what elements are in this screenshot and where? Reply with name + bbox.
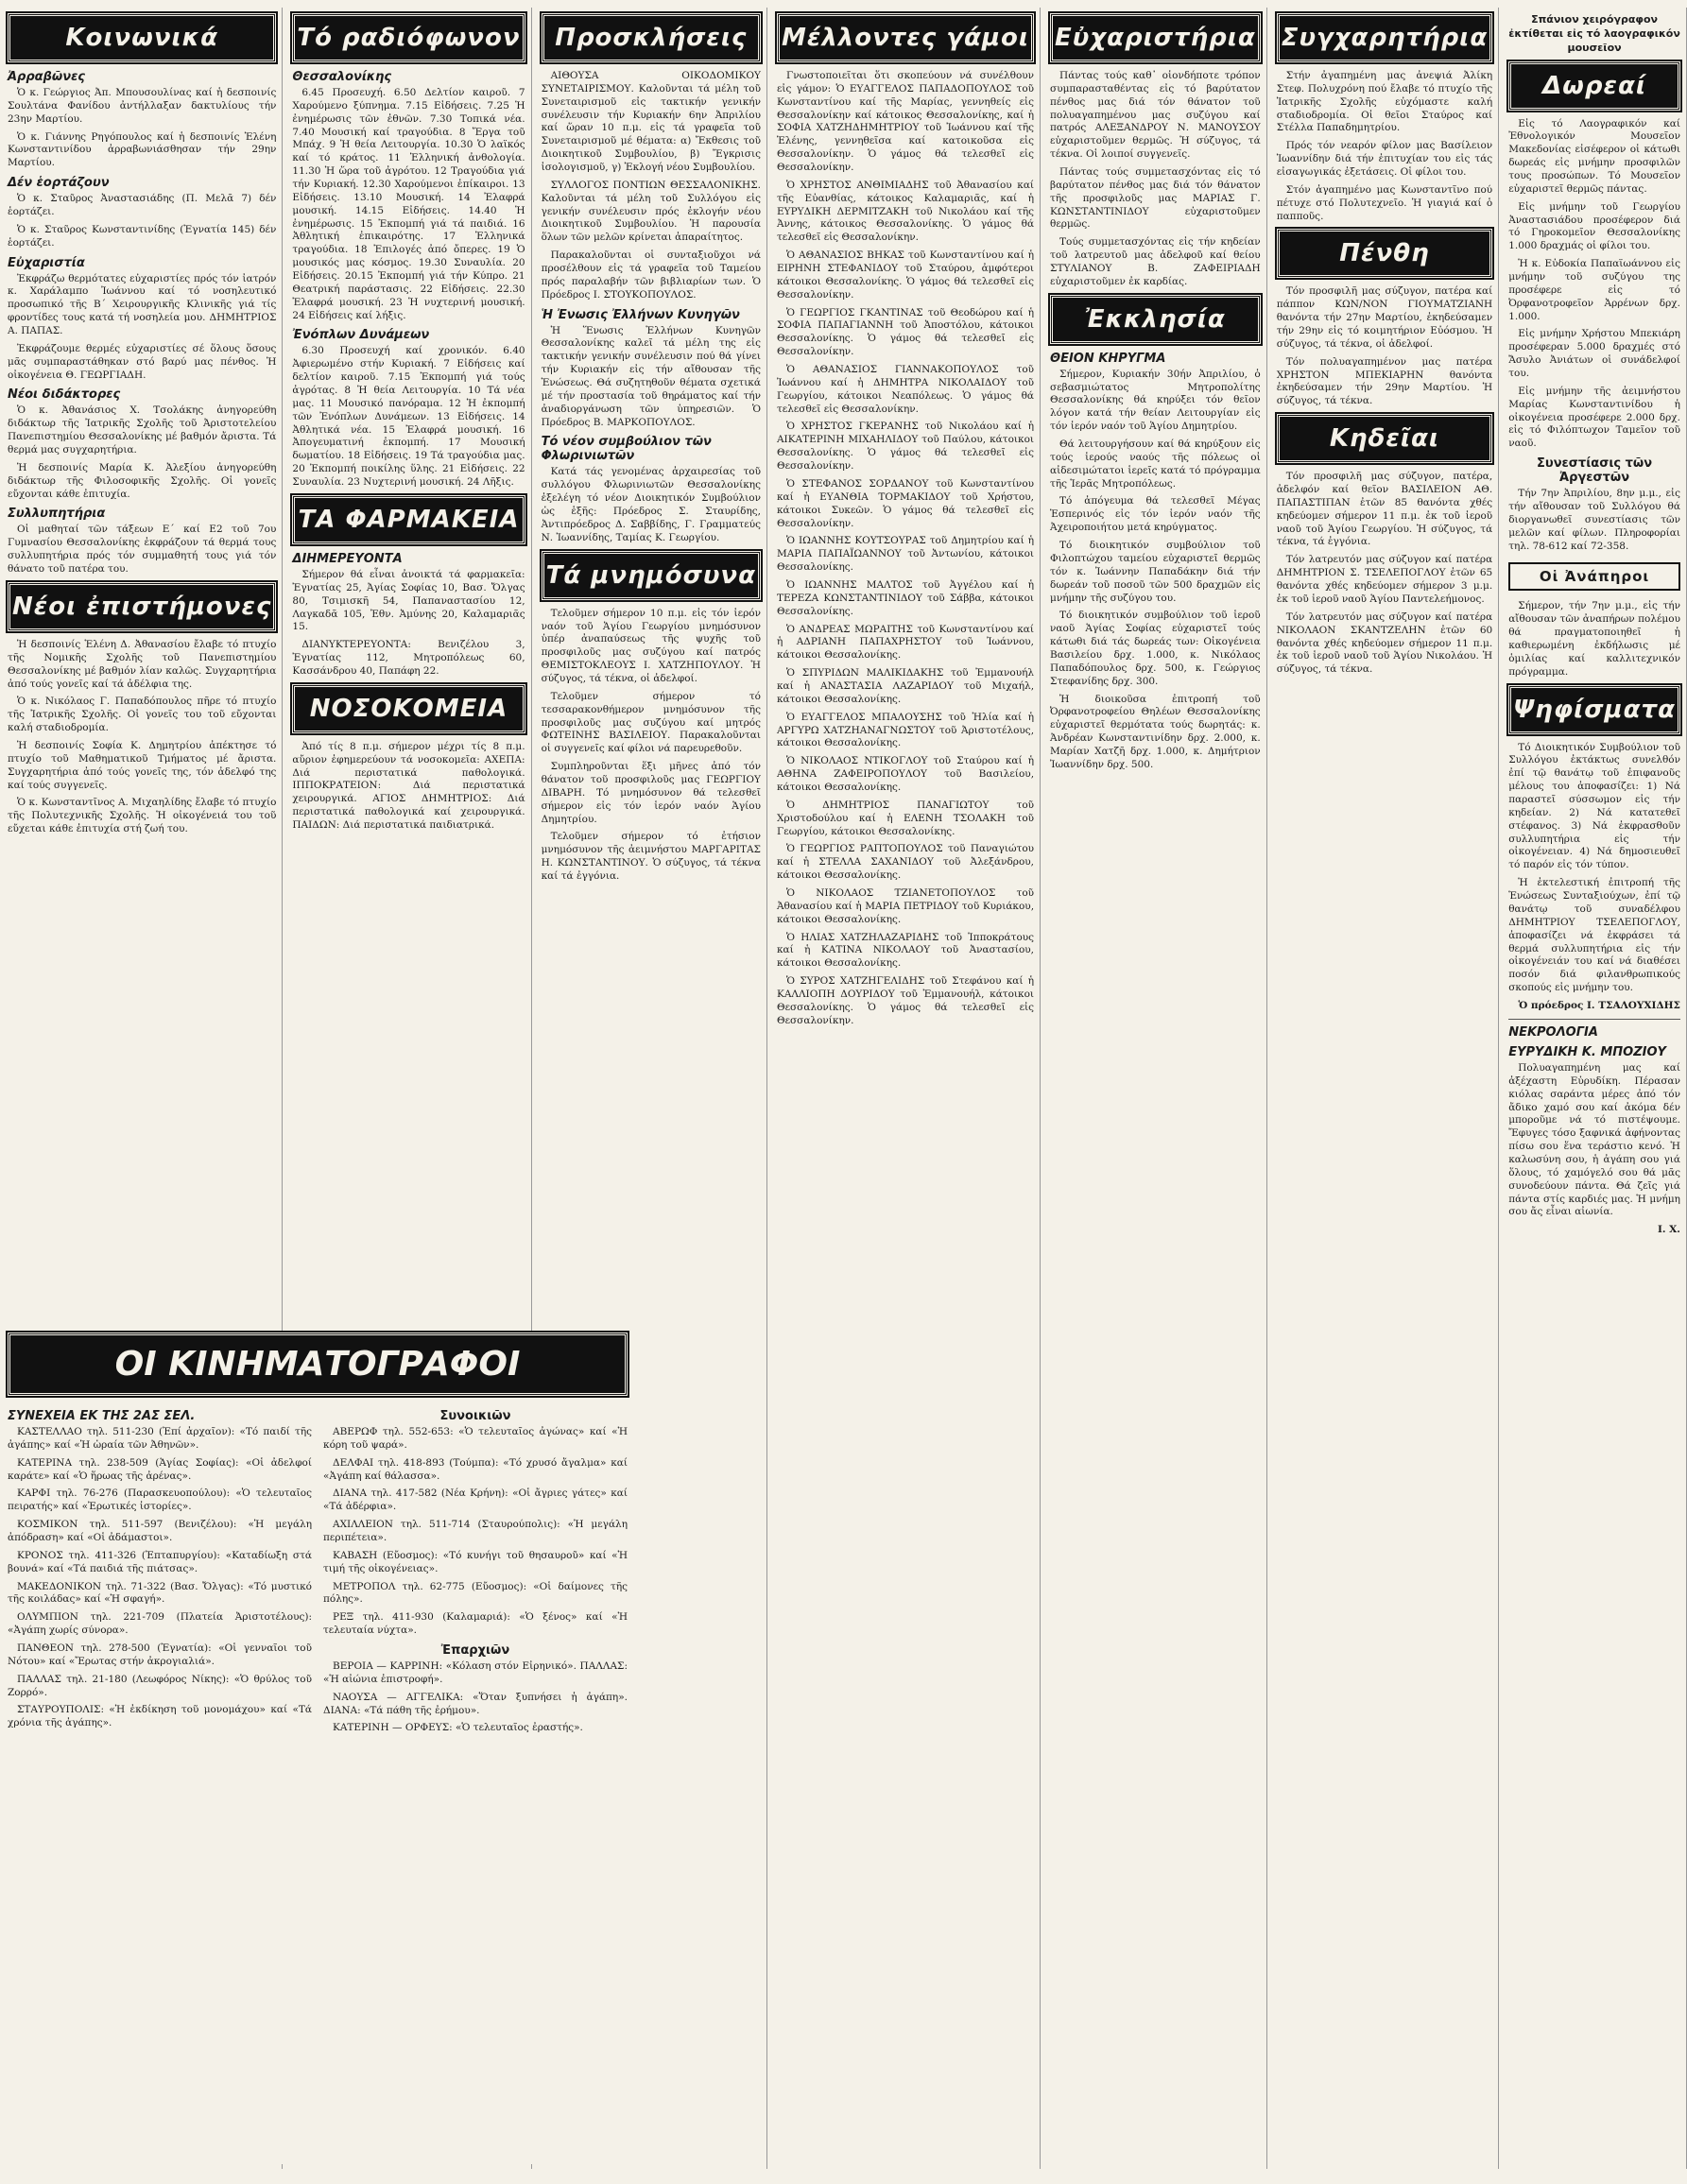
notice-paragraph: Ὁ ΓΕΩΡΓΙΟΣ ΡΑΠΤΟΠΟΥΛΟΣ τοῦ Παναγιώτου καί ἡ ΣΤΕΛΛΑ ΣΑΧΑΝΙΔΟΥ τοῦ Ἀλεξάνδρου, κάτοικοι Θεσσαλονίκης. — [776, 843, 1035, 882]
column-6 — [1277, 8, 1500, 2169]
notice-paragraph: Πρός τόν νεαρόν φίλον μας Βασίλειον Ἰωαννίδην διά τήν ἐπιτυχίαν του εἰς τάς εἰσαγωγικάς ἐξετάσεις. Οἱ φίλοι του. — [1276, 140, 1493, 179]
notice-paragraph: Τελοῦμεν σήμερον 10 π.μ. εἰς τόν ἱερόν ναόν τοῦ Ἁγίου Γεωργίου μνημόσυνον ὑπέρ ἀναπαύσεως τῆς ψυχῆς τοῦ προσφιλοῦς μας συζύγου καί πατρός ΘΕΜΙΣΤΟΚΛΕΟΥΣ Ι. ΧΑΤΖΗΠΟΥΛΟΥ. Ἡ σύζυγος, τά τέκνα, οἱ ἀδελφοί. — [541, 607, 761, 684]
notice-paragraph: Σήμερον θά εἶναι ἀνοικτά τά φαρμακεῖα: Ἐγνατίας 25, Ἀγίας Σοφίας 10, Βασ. Ὄλγας 80, Τσιμισκῆ 54, Παπαναστασίου 12, Λαγκαδᾶ 105, Ἐθν. Ἀμύνης 20, Καλαμαριᾶς 15. — [292, 568, 525, 633]
notice-paragraph: Στήν ἀγαπημένη μας ἀνεψιά Ἀλίκη Στεφ. Πολυχρόνη πού ἔλαβε τό πτυχίο τῆς Ἰατρικῆς Σχολῆς εὐχόμαστε καλή σταδιοδρομία. Οἱ θεῖοι Σταύρος καί Στέλλα Παπαδημητρίου. — [1276, 70, 1493, 134]
cinema-columns — [8, 1403, 628, 1740]
notice-paragraph: Πάντας τούς καθ᾿ οἱονδήποτε τρόπον συμπαρασταθέντας εἰς τό βαρύτατον πένθος μας διά τόν θάνατον τοῦ πολυαγαπημένου μας συζύγου καί πατρός ΑΛΕΞΑΝΔΡΟΥ Ν. ΜΑΝΟΥΣΟΥ εὐχαριστοῦμεν θερμῶς. Ἡ σύζυγος, τά τέκνα. Οἱ λοιποί συγγενεῖς. — [1050, 70, 1261, 161]
provinces-heading: Ἐπαρχιῶν — [440, 1643, 510, 1659]
notice-paragraph: Τόν προσφιλῆ μας σύζυγον, πατέρα καί πάππον ΚΩΝ/ΝΟΝ ΓΙΟΥΜΑΤΖΙΑΝΗ θανόντα τήν 27ην Μαρτίου, ἐκηδεύσαμεν τήν 29ην εἰς τό κοιμητήριον Εὐόσμου. Ἡ σύζυγος, τά τέκνα, οἱ ἀδελφοί. — [1276, 285, 1493, 350]
cinema-listing: ΚΑΤΕΡΙΝΑ τηλ. 238-509 (Ἁγίας Σοφίας): «Οἱ ἀδελφοί καράτε» καί «Ὁ ἥρωας τῆς ἀρένας». — [8, 1456, 312, 1482]
meeting-paragraph: Τήν 7ην Ἀπριλίου, 8ην μ.μ., εἰς τήν αἴθουσαν τοῦ Συλλόγου θά διοργανωθεῖ συνεστίασις τῶν μελῶν καί φίλων. Πληροφορίαι τηλ. 78-612 καί 72-358. — [1508, 488, 1680, 552]
cinema-listing: ΑΧΙΛΛΕΙΟΝ τηλ. 511-714 (Σταυρούπολις): «Ἡ μεγάλη περιπέτεια». — [323, 1519, 628, 1544]
cinema-listing: ΣΤΑΥΡΟΥΠΟΛΙΣ: «Ἡ ἐκδίκηση τοῦ μονομάχου» καί «Τά χρόνια τῆς ἀγάπης». — [8, 1704, 312, 1729]
notice-paragraph: Στόν ἀγαπημένο μας Κωνσταντῖνο πού πέτυχε στό Πολυτεχνεῖο. Ἡ γιαγιά καί ὁ παπποῦς. — [1276, 183, 1493, 222]
section-divider — [1508, 1019, 1680, 1020]
column-7 — [1508, 8, 1687, 2169]
notice-paragraph: Πάντας τούς συμμετασχόντας εἰς τό βαρύτατον πένθος μας διά τόν θάνατον τῆς προσφιλοῦς μας ΜΑΡΙΑΣ Γ. ΚΩΝΣΤΑΝΤΙΝΙΔΟΥ εὐχαριστοῦμεν θερμῶς. — [1050, 166, 1261, 231]
cinema-listing: ΡΕΞ τηλ. 411-930 (Καλαμαριά): «Ὁ ξένος» καί «Ἡ τελευταία νύχτα». — [323, 1611, 628, 1637]
section-banner: Ἐκκλησία — [1050, 295, 1261, 344]
cinema-listing: ΔΙΑΝΑ τηλ. 417-582 (Νέα Κρήνη): «Οἱ ἄγριες γάτες» καί «Τά ἀδέρφια». — [323, 1488, 628, 1513]
notice-paragraph: Τόν λατρευτόν μας σύζυγον καί πατέρα ΝΙΚΟΛΑΟΝ ΣΚΑΝΤΖΕΛΗΝ ἐτῶν 60 θανόντα χθές κηδεύομεν σήμερον 11 π.μ. ἐκ τοῦ ἱεροῦ ναοῦ τοῦ Ἁγίου Νικολάου. Ἡ σύζυγος, τά τέκνα. — [1276, 610, 1493, 676]
cinema-listing: ΚΑΡΦΙ τηλ. 76-276 (Παρασκευοπούλου): «Ὁ τελευταῖος πειρατής» καί «Ἐρωτικές ἱστορίες». — [8, 1488, 312, 1513]
section-subheading: Ἀρραβῶνες — [8, 70, 86, 84]
notice-paragraph: Ἡ Ἕνωσις Ἑλλήνων Κυνηγῶν Θεσσαλονίκης καλεῖ τά μέλη της εἰς τακτικήν γενικήν συνέλευσιν πού θά γίνει τήν Κυριακήν εἰς τήν αἴθουσαν τῆς Ἑνώσεως. Θά συζητηθοῦν θέματα σχετικά μέ τήν προστασία τοῦ θηράματος καί τήν ἀναδιοργάνωση τῶν ὑπηρεσιῶν. Ὁ Πρόεδρος Β. ΜΑΡΚΟΠΟΥΛΟΣ. — [541, 324, 761, 428]
invalids-heading: Οἱ Ἀνάπηροι — [1508, 562, 1680, 591]
section-subheading: Ἐνόπλων Δυνάμεων — [292, 328, 430, 343]
notice-paragraph: Ὁ ΣΥΡΟΣ ΧΑΤΖΗΓΕΛΙΔΗΣ τοῦ Στεφάνου καί ἡ ΚΑΛΛΙΟΠΗ ΔΟΥΡΙΔΟΥ τοῦ Ἐμμανουήλ, κάτοικοι Θεσσαλονίκης. Ὁ γάμος θά τελεσθεῖ εἰς Θεσσαλονίκην. — [776, 975, 1035, 1026]
notice-paragraph: Ὁ ΝΙΚΟΛΑΟΣ ΤΖΙΑΝΕΤΟΠΟΥΛΟΣ τοῦ Ἀθανασίου καί ἡ ΜΑΡΙΑ ΠΕΤΡΙΔΟΥ τοῦ Κυριάκου, κάτοικοι Θεσσαλονίκης. — [776, 886, 1035, 925]
cinema-listing: ΚΑΒΑΣΗ (Εὔοσμος): «Τό κυνήγι τοῦ θησαυροῦ» καί «Ἡ τιμή τῆς οἰκογένειας». — [323, 1549, 628, 1574]
notice-paragraph: Τούς συμμετασχόντας εἰς τήν κηδείαν τοῦ λατρευτοῦ μας ἀδελφοῦ καί θείου ΣΤΥΛΙΑΝΟΥ Β. ΖΑΦΕΙΡΙΑΔΗ εὐχαριστοῦμεν ἐκ καρδίας. — [1050, 236, 1261, 287]
notice-paragraph: Εἰς μνήμην Χρήστου Μπεκιάρη προσέφεραν 5.000 δραχμές στό Ἄσυλο Ἀνιάτων οἱ συνάδελφοί του. — [1508, 328, 1680, 379]
section-subheading: ΝΕΚΡΟΛΟΓΙΑ — [1508, 1024, 1598, 1040]
section-subheading: ΔΙΗΜΕΡΕΥΟΝΤΑ — [292, 551, 403, 566]
notice-paragraph: Ὁ κ. Ἀθανάσιος Χ. Τσολάκης ἀνηγορεύθη διδάκτωρ τῆς Ἰατρικῆς Σχολῆς τοῦ Ἀριστοτελείου Πανεπιστημίου Θεσσαλονίκης μέ βαθμόν ἄριστα. Τά θερμά μας συγχαρητήρια. — [8, 404, 277, 456]
notice-paragraph: Ὁ κ. Γεώργιος Ἀπ. Μπουσουλίνας καί ἡ δεσποινίς Σουλτάνα Φανίδου ἀντήλλαξαν δακτυλίους τήν 23ην Μαρτίου. — [8, 87, 277, 125]
notice-paragraph: Ὁ κ. Σταῦρος Ἀναστασιάδης (Π. Μελᾶ 7) δέν ἑορτάζει. — [8, 193, 277, 218]
obituary-signature: Ι. Χ. — [1657, 1224, 1680, 1236]
notice-paragraph: Τό διοικητικόν συμβούλιον τοῦ ἱεροῦ ναοῦ Ἁγίας Σοφίας εὐχαριστεῖ τούς κάτωθι διά τάς δωρεάς των: Οἰκογένεια Βασιλείου δρχ. 1.000, κ. Νικόλαος Παπαδόπουλος δρχ. 500, κ. Γεώργιος Στεφανίδης δρχ. 300. — [1050, 610, 1261, 687]
notice-paragraph: Ὁ ΕΥΑΓΓΕΛΟΣ ΜΠΑΛΟΥΣΗΣ τοῦ Ἠλία καί ἡ ΑΡΓΥΡΩ ΧΑΤΖΗΑΝΑΓΝΩΣΤΟΥ τοῦ Ἀριστοτέλους, κάτοικοι Θεσσαλονίκης. — [776, 711, 1035, 749]
notice-paragraph: Ὁ ΙΩΑΝΝΗΣ ΚΟΥΤΣΟΥΡΑΣ τοῦ Δημητρίου καί ἡ ΜΑΡΙΑ ΠΑΠΑΪΩΑΝΝΟΥ τοῦ Ἀντωνίου, κάτοικοι Θεσσαλονίκης. — [776, 535, 1035, 574]
notice-paragraph: Παρακαλοῦνται οἱ συνταξιοῦχοι νά προσέλθουν εἰς τά γραφεῖα τοῦ Ταμείου πρός παραλαβήν τῶν βιβλιαρίων των. Ὁ Πρόεδρος Ι. ΣΤΟΥΚΟΠΟΥΛΟΣ. — [541, 249, 761, 301]
section-subheading: Δέν ἑορτάζουν — [8, 176, 110, 191]
notice-paragraph: Τελοῦμεν σήμερον τό τεσσαρακονθήμερον μνημόσυνον τῆς προσφιλοῦς μας συζύγου καί μητρός ΦΩΤΕΙΝΗΣ ΒΑΣΙΛΕΙΟΥ. Παρακαλοῦνται οἱ συγγενεῖς καί φίλοι νά παρευρεθοῦν. — [541, 690, 761, 755]
notice-paragraph: Ἡ ἐκτελεστική ἐπιτροπή τῆς Ἑνώσεως Συνταξιούχων, ἐπί τῷ θανάτῳ τοῦ συναδέλφου ΔΗΜΗΤΡΙΟΥ ΤΣΕΛΕΠΟΓΛΟΥ, ἀποφασίζει νά ἐκφράσει τά θερμά συλλυπητήρια εἰς τήν οἰκογένειάν του καί νά διαθέσει ποσόν διά φιλανθρωπικούς σκοπούς εἰς μνήμην του. — [1508, 877, 1680, 994]
section-banner: ΝΟΣΟΚΟΜΕΙΑ — [292, 684, 525, 733]
notice-paragraph: Ὁ ΧΡΗΣΤΟΣ ΑΝΘΙΜΙΑΔΗΣ τοῦ Ἀθανασίου καί τῆς Εὐανθίας, κάτοικος Καλαμαριᾶς, καί ἡ ΕΥΡΥΔΙΚΗ ΔΕΡΜΙΤΖΑΚΗ τοῦ Νικολάου καί τῆς Ἀννης, κάτοικος Θεσσαλονίκης. Ὁ γάμος θά τελεσθεῖ εἰς Θεσσαλονίκην. — [776, 179, 1035, 244]
section-banner: Προσκλήσεις — [542, 13, 761, 62]
notice-paragraph: Ὁ ΔΗΜΗΤΡΙΟΣ ΠΑΝΑΓΙΩΤΟΥ τοῦ Χριστοδούλου καί ἡ ΕΛΕΝΗ ΤΣΟΛΑΚΗ τοῦ Γεωργίου, κάτοικοι Θεσσαλονίκης. — [776, 799, 1035, 837]
invalids-paragraph: Σήμερον, τήν 7ην μ.μ., εἰς τήν αἴθουσαν τῶν ἀναπήρων πολέμου θά πραγματοποιηθεῖ ἡ καθιερωμένη ἐκδήλωσις μέ ὁμιλίας καί καλλιτεχνικόν πρόγραμμα. — [1508, 600, 1680, 678]
section-subheading: Θεσσαλονίκης — [292, 70, 392, 84]
notice-paragraph: Ὁ ΣΠΥΡΙΔΩΝ ΜΑΛΙΚΙΔΑΚΗΣ τοῦ Ἐμμανουήλ καί ἡ ΑΝΑΣΤΑΣΙΑ ΛΑΖΑΡΙΔΟΥ τοῦ Μιχαήλ, κάτοικοι Θεσσαλονίκης. — [776, 667, 1035, 705]
notice-paragraph: Πολυαγαπημένη μας καί ἀξέχαστη Εὐρυδίκη. Πέρασαν κιόλας σαράντα μέρες ἀπό τόν ἄδικο χαμό σου καί ἀκόμα δέν μποροῦμε νά τό πιστέψουμε. Ἔφυγες τόσο ξαφνικά ἀφήνοντας πίσω σου ἕνα τεράστιο κενό. Ἡ καλωσύνη σου, ἡ ἀγάπη σου γιά ὅλους, τό χαμόγελό σου θά μᾶς συνοδεύουν πάντα. Θά ζεῖς γιά πάντα στίς καρδιές μας. Ἡ μνήμη σου ἄς εἶναι αἰωνία. — [1508, 1061, 1680, 1218]
section-subheading: Εὐχαριστία — [8, 255, 85, 270]
cinema-listing: ΔΕΛΦΑΙ τηλ. 418-893 (Τούμπα): «Τό χρυσό ἄγαλμα» καί «Ἀγάπη καί θάλασσα». — [323, 1456, 628, 1482]
section-banner: Εὐχαριστήρια — [1050, 13, 1261, 62]
notice-paragraph: Ὁ ΧΡΗΣΤΟΣ ΓΚΕΡΑΝΗΣ τοῦ Νικολάου καί ἡ ΑΙΚΑΤΕΡΙΝΗ ΜΙΧΑΗΛΙΔΟΥ τοῦ Παύλου, κάτοικοι Θεσσαλονίκης. Ὁ γάμος θά τελεσθεῖ εἰς Θεσσαλονίκην. — [776, 421, 1035, 473]
notice-paragraph: Εἰς τό Λαογραφικόν καί Ἐθνολογικόν Μουσεῖον Μακεδονίας εἰσέφερον οἱ κάτωθι δωρεάς εἰς μνήμην προσφιλῶν τους προσώπων. Τό Μουσεῖον εὐχαριστεῖ θερμῶς πάντας. — [1508, 117, 1680, 195]
cinema-listing: ΚΑΤΕΡΙΝΗ — ΟΡΦΕΥΣ: «Ὁ τελευταῖος ἐραστής». — [333, 1722, 583, 1734]
cinema-section — [8, 1333, 628, 2164]
cinema-listing: ΚΟΣΜΙΚΟΝ τηλ. 511-597 (Βενιζέλου): «Ἡ μεγάλη ἀπόδραση» καί «Οἱ ἀδάμαστοι». — [8, 1519, 312, 1544]
notice-paragraph: Τό διοικητικόν συμβούλιον τοῦ Φιλοπτώχου ταμείου εὐχαριστεῖ θερμῶς τόν κ. Ἰωάννην Παπαδάκην διά τήν δωρεάν τοῦ ποσοῦ τῶν 500 δραχμῶν εἰς μνήμην τῆς συζύγου του. — [1050, 540, 1261, 604]
notice-paragraph: Ἡ κ. Εὐδοκία Παπαϊωάννου εἰς μνήμην τοῦ συζύγου της προσέφερε εἰς τό Ὀρφανοτροφεῖον Ἀρρένων δρχ. 1.000. — [1508, 258, 1680, 322]
section-subheading: Νέοι διδάκτορες — [8, 387, 121, 403]
cinema-listing: ΚΡΟΝΟΣ τηλ. 411-326 (Ἐπταπυργίου): «Καταδίωξη στά βουνά» καί «Τά παιδιά τῆς πιάτσας». — [8, 1549, 312, 1574]
newspaper-page — [8, 8, 1680, 2169]
notice-paragraph: Ὁ κ. Σταῦρος Κωνσταντινίδης (Ἐγνατία 145) δέν ἑορτάζει. — [8, 223, 277, 249]
section-banner: Νέοι ἐπιστήμονες — [8, 582, 276, 631]
notice-paragraph: Τελοῦμεν σήμερον τό ἐτήσιον μνημόσυνον τῆς ἀειμνήστου ΜΑΡΓΑΡΙΤΑΣ Η. ΚΩΝΣΤΑΝΤΙΝΟΥ. Ὁ σύζυγος, τά τέκνα καί τά ἐγγόνια. — [541, 831, 761, 882]
notice-paragraph: Ὁ ΓΕΩΡΓΙΟΣ ΓΚΑΝΤΙΝΑΣ τοῦ Θεοδώρου καί ἡ ΣΟΦΙΑ ΠΑΠΑΓΙΑΝΝΗ τοῦ Ἀποστόλου, κάτοικοι Θεσσαλονίκης. Ὁ γάμος θά τελεσθεῖ εἰς Θεσσαλονίκην. — [776, 306, 1035, 358]
cinema-listing: ΜΑΚΕΔΟΝΙΚΟΝ τηλ. 71-322 (Βασ. Ὄλγας): «Τό μυστικό τῆς κοιλάδας» καί «Ἡ σφαγή». — [8, 1580, 312, 1606]
meeting-heading: Συνεστίασις τῶν Ἀργεστῶν — [1537, 456, 1653, 486]
cinema-listing: ΝΑΟΥΣΑ — ΑΓΓΕΛΙΚΑ: «Ὅταν ξυπνήσει ἡ ἀγάπη». ΔΙΑΝΑ: «Τά πάθη τῆς ἐρήμου». — [323, 1691, 628, 1716]
section-banner: Κηδεῖαι — [1277, 414, 1493, 463]
notice-paragraph: ΣΥΛΛΟΓΟΣ ΠΟΝΤΙΩΝ ΘΕΣΣΑΛΟΝΙΚΗΣ. Καλοῦνται τά μέλη τοῦ Συλλόγου εἰς γενικήν συνέλευσιν πρός ἐκλογήν νέου Διοικητικοῦ Συμβουλίου. Ἡ παρουσία ὅλων τῶν μελῶν κρίνεται ἀπαραίτητος. — [541, 179, 761, 244]
notice-paragraph: Τόν λατρευτόν μας σύζυγον καί πατέρα ΔΗΜΗΤΡΙΟΝ Σ. ΤΣΕΛΕΠΟΓΛΟΥ ἐτῶν 65 θανόντα χθές κηδεύομεν σήμερον 3 μ.μ. ἐκ τοῦ ἱεροῦ ναοῦ Ἁγίου Παντελεήμονος. — [1276, 554, 1493, 605]
section-banner: Τό ραδιόφωνον — [292, 13, 525, 62]
cinema-listing: ΠΑΛΛΑΣ τηλ. 21-180 (Λεωφόρος Νίκης): «Ὁ θρύλος τοῦ Ζορρό». — [8, 1673, 312, 1698]
section-banner: ΤΑ ΦΑΡΜΑΚΕΙΑ — [292, 495, 525, 544]
notice-paragraph: 6.45 Προσευχή. 6.50 Δελτίον καιροῦ. 7 Χαρούμενο ξύπνημα. 7.15 Εἰδήσεις. 7.25 Ἡ ἐνημέρωσις τῶν ἐθνῶν. 7.30 Τοπικά νέα. 7.40 Μουσική καί τραγούδια. 8 Ἔργα τοῦ Μπάχ. 9 Ἡ θεία Λειτουργία. 10.30 Ὁ λαϊκός καί τό κράτος. 11 Ἑλληνική ἀνθολογία. 11.30 Ἡ ὥρα τοῦ ἀγρότου. 12 Τραγούδια γιά τήν Κυριακή. 12.30 Χαρούμενοι ἐπίκαιροι. 13 Εἰδήσεις. 13.10 Μουσική. 14 Ἐλαφρά μουσική. 14.15 Εἰδήσεις. 14.40 Ἡ ἐνημέρωσις. 15 Ἐκπομπή γιά τά παιδιά. 16 Ἀθλητική ἐπικαιρότης. 17 Ἑλληνικά τραγούδια. 18 Ἐπιλογές ἀπό ὄπερες. 19 Ὁ μουσικός μας κόσμος. 19.30 Συναυλία. 20 Εἰδήσεις. 20.15 Ἐκπομπή γιά τήν Κύπρο. 21 Θεατρική παράστασις. 22 Εἰδήσεις. 22.30 Ἐλαφρά μουσική. 23 Ἡ νυχτερινή μουσική. 24 Εἰδήσεις καί λήξις. — [292, 87, 525, 321]
notice-paragraph: Ὁ ΝΙΚΟΛΑΟΣ ΝΤΙΚΟΓΛΟΥ τοῦ Σταύρου καί ἡ ΑΘΗΝΑ ΖΑΦΕΙΡΟΠΟΥΛΟΥ τοῦ Βασιλείου, κάτοικοι Θεσσαλονίκης. — [776, 755, 1035, 793]
section-banner: Μέλλοντες γάμοι — [777, 13, 1034, 62]
notice-paragraph: Τόν πολυαγαπημένον μας πατέρα ΧΡΗΣΤΟΝ ΜΠΕΚΙΑΡΗΝ θανόντα ἐκηδεύσαμεν τήν 29ην Μαρτίου. Ἡ σύζυγος, τά τέκνα. — [1276, 355, 1493, 407]
notice-paragraph: Ὁ ΣΤΕΦΑΝΟΣ ΣΟΡΔΑΝΟΥ τοῦ Κωνσταντίνου καί ἡ ΕΥΑΝΘΙΑ ΤΟΡΜΑΚΙΔΟΥ τοῦ Χρήστου, κάτοικοι Συκεῶν. Ὁ γάμος θά τελεσθεῖ εἰς Θεσσαλονίκην. — [776, 477, 1035, 529]
notice-paragraph: Γνωστοποιεῖται ὅτι σκοπεύουν νά συνέλθουν εἰς γάμον: Ὁ ΕΥΑΓΓΕΛΟΣ ΠΑΠΑΔΟΠΟΥΛΟΣ τοῦ Κωνσταντίνου καί τῆς Μαρίας, γεννηθείς εἰς Θεσσαλονίκην καί κάτοικος Θεσσαλονίκης, καί ἡ ΣΟΦΙΑ ΧΑΤΖΗΔΗΜΗΤΡΙΟΥ τοῦ Ἰωάννου καί τῆς Ἑλένης, γεννηθεῖσα καί κατοικοῦσα εἰς Θεσσαλονίκην. Ὁ γάμος θά τελεσθεῖ εἰς Θεσσαλονίκην. — [776, 70, 1035, 174]
cinema-city-listings — [8, 1403, 312, 1740]
section-banner: Συγχαρητήρια — [1277, 13, 1493, 62]
notice-paragraph: ΔΙΑΝΥΚΤΕΡΕΥΟΝΤΑ: Βενιζέλου 3, Ἐγνατίας 112, Μητροπόλεως 60, Κασσάνδρου 40, Παπάφη 22. — [292, 639, 525, 677]
notice-paragraph: Συμπληροῦνται ἕξι μῆνες ἀπό τόν θάνατον τοῦ προσφιλοῦς μας ΓΕΩΡΓΙΟΥ ΔΙΒΑΡΗ. Τό μνημόσυνον θά τελεσθεῖ σήμερον εἰς τόν ἱερόν ναόν Ἁγίου Δημητρίου. — [541, 761, 761, 825]
notice-paragraph: Ἡ δεσποινίς Μαρία Κ. Ἀλεξίου ἀνηγορεύθη διδάκτωρ τῆς Φιλοσοφικῆς Σχολῆς. Οἱ γονεῖς εὔχονται κάθε ἐπιτυχία. — [8, 461, 277, 500]
notice-paragraph: 6.30 Προσευχή καί χρονικόν. 6.40 Ἀφιερωμένο στήν Κυριακή. 7 Εἰδήσεις καί δελτίον καιροῦ. 7.15 Ἐκπομπή γιά τούς ἀγρότας. 8 Ἡ θεία Λειτουργία. 10 Τά νέα μας. 11 Μουσικό πανόραμα. 12 Ἡ ἐκπομπή τῶν Ἐνόπλων Δυνάμεων. 13 Εἰδήσεις. 14 Ἀθλητικά νέα. 15 Ἐλαφρά μουσική. 16 Ἀπογευματινή ἐκπομπή. 17 Μουσική δωματίου. 18 Εἰδήσεις. 19 Τά τραγούδια μας. 20 Ἐκπομπή ποικίλης ὕλης. 21 Εἰδήσεις. 22 Συναυλία. 23 Νυχτερινή μουσική. 24 Λῆξις. — [292, 345, 525, 489]
notice-paragraph: Τό Διοικητικόν Συμβούλιον τοῦ Συλλόγου ἐκτάκτως συνελθόν ἐπί τῷ θανάτῳ τοῦ ἐπιφανοῦς μέλους του ἀποφασίζει: 1) Νά παραστεῖ σύσσωμον εἰς τήν κηδείαν. 2) Νά κατατεθεῖ στέφανος. 3) Νά ἐκφρασθοῦν συλλυπητήρια εἰς τήν οἰκογένειαν. 4) Νά δημοσιευθεῖ τό παρόν εἰς τόν τύπον. — [1508, 741, 1680, 871]
notice-paragraph: Ἐκφράζουμε θερμές εὐχαριστίες σέ ὅλους ὅσους μᾶς συμπαραστάθηκαν στό βαρύ μας πένθος. Ἡ οἰκογένεια Θ. ΓΕΩΡΓΙΑΔΗ. — [8, 342, 277, 381]
notice-paragraph: Εἰς μνήμην τοῦ Γεωργίου Ἀναστασιάδου προσέφερον διά τό Γηροκομεῖον Θεσσαλονίκης 1.000 δραχμάς οἱ φίλοι του. — [1508, 200, 1680, 252]
section-subheading: ΕΥΡΥΔΙΚΗ Κ. ΜΠΟΖΙΟΥ — [1508, 1044, 1666, 1059]
suburbs-heading: Συνοικιῶν — [439, 1409, 511, 1423]
cinema-listing: ΑΒΕΡΩΦ τηλ. 552-653: «Ὁ τελευταῖος ἀγώνας» καί «Ἡ κόρη τοῦ ψαρά». — [323, 1426, 628, 1451]
notice-paragraph: Ἀπό τίς 8 π.μ. σήμερον μέχρι τίς 8 π.μ. αὔριον ἐφημερεύουν τά νοσοκομεῖα: ΑΧΕΠΑ: Διά περιστατικά παθολογικά. ΙΠΠΟΚΡΑΤΕΙΟΝ: Διά περιστατικά χειρουργικά. ΑΓΙΟΣ ΔΗΜΗΤΡΙΟΣ: Διά περιστατικά παθολογικά καί χειρουργικά. ΠΑΙΔΩΝ: Διά περιστατικά παιδιατρικά. — [292, 740, 525, 831]
notice-paragraph: Ὁ ΗΛΙΑΣ ΧΑΤΖΗΛΑΖΑΡΙΔΗΣ τοῦ Ἱπποκράτους καί ἡ ΚΑΤΙΝΑ ΝΙΚΟΛΑΟΥ τοῦ Ἀναστασίου, κάτοικοι Θεσσαλονίκης. — [776, 931, 1035, 970]
cinema-banner: ΟΙ ΚΙΝΗΜΑΤΟΓΡΑΦΟΙ — [8, 1333, 628, 1396]
notice-paragraph: Ὁ ΑΘΑΝΑΣΙΟΣ ΒΗΚΑΣ τοῦ Κωνσταντίνου καί ἡ ΕΙΡΗΝΗ ΣΤΕΦΑΝΙΔΟΥ τοῦ Σταύρου, ἀμφότεροι κάτοικοι Θεσσαλονίκης. Ὁ γάμος θά τελεσθεῖ εἰς Θεσσαλονίκην. — [776, 249, 1035, 301]
notice-paragraph: Εἰς μνήμην τῆς ἀειμνήστου Μαρίας Κωνσταντινίδου ἡ οἰκογένεια προσέφερε 2.000 δρχ. εἰς τό Φιλόπτωχον Ταμεῖον τοῦ ναοῦ. — [1508, 385, 1680, 450]
notice-paragraph: Ἐκφράζω θερμότατες εὐχαριστίες πρός τόν ἰατρόν κ. Χαράλαμπο Ἰωάννου καί τό νοσηλευτικό προσωπικό τῆς Β΄ Χειρουργικῆς Κλινικῆς γιά τίς φροντίδες τους κατά τή νοσηλεία μου. ΔΗΜΗΤΡΙΟΣ Α. ΠΑΠΑΣ. — [8, 272, 277, 337]
section-banner: Τά μνημόσυνα — [542, 551, 761, 600]
column-4 — [777, 8, 1041, 2169]
notice-paragraph: Ὁ κ. Κωνσταντῖνος Α. Μιχαηλίδης ἔλαβε τό πτυχίο τῆς Πολυτεχνικῆς Σχολῆς. Ἡ οἰκογένειά του τοῦ εὔχεται κάθε ἐπιτυχία στή ζωή του. — [8, 797, 277, 835]
section-subheading: Τό νέον συμβούλιον τῶν Φλωρινιωτῶν — [541, 435, 712, 464]
section-banner: Ψηφίσματα — [1508, 685, 1680, 734]
notice-paragraph: Ὁ ΑΘΑΝΑΣΙΟΣ ΓΙΑΝΝΑΚΟΠΟΥΛΟΣ τοῦ Ἰωάννου καί ἡ ΔΗΜΗΤΡΑ ΝΙΚΟΛΑΙΔΟΥ τοῦ Γεωργίου, κάτοικοι Νεαπόλεως. Ὁ γάμος θά τελεσθεῖ εἰς Θεσσαλονίκην. — [776, 364, 1035, 415]
cinema-listing: ΠΑΝΘΕΟΝ τηλ. 278-500 (Ἐγνατία): «Οἱ γενναῖοι τοῦ Νότου» καί «Ἔρωτας στήν ἀκρογιαλιά». — [8, 1642, 312, 1667]
notice-paragraph: Τόν προσφιλῆ μας σύζυγον, πατέρα, ἀδελφόν καί θεῖον ΒΑΣΙΛΕΙΟΝ ΑΘ. ΠΑΠΑΣΤΙΠΑΝ ἐτῶν 85 θανόντα χθές κηδεύομεν σήμερον 11 π.μ. ἐκ τοῦ ἱεροῦ ναοῦ τοῦ Ἁγίου Γεωργίου. Ἡ σύζυγος, τά τέκνα, τά ἐγγόνια. — [1276, 471, 1493, 548]
notice-paragraph: Ὁ κ. Γιάννης Ρηγόπουλος καί ἡ δεσποινίς Ἑλένη Κωνσταντινίδου ἀρραβωνιάσθησαν τήν 29ην Μαρτίου. — [8, 130, 277, 169]
notice-paragraph: Κατά τάς γενομένας ἀρχαιρεσίας τοῦ συλλόγου Φλωρινιωτῶν Θεσσαλονίκης ἐξελέγη τό νέον Διοικητικόν Συμβούλιον ὡς ἑξῆς: Πρόεδρος Σ. Σταυρίδης, Ἀντιπρόεδρος Δ. Σαββίδης, Γ. Γραμματεύς Ν. Ἰωαννίδης, Ταμίας Κ. Γεωργίου. — [541, 466, 761, 543]
notice-paragraph: ΑΙΘΟΥΣΑ ΟΙΚΟΔΟΜΙΚΟΥ ΣΥΝΕΤΑΙΡΙΣΜΟΥ. Καλοῦνται τά μέλη τοῦ Συνεταιρισμοῦ εἰς τακτικήν γενικήν συνέλευσιν τήν Κυριακήν 6ην Ἀπριλίου καί ὥραν 10 π.μ. εἰς τά γραφεῖα τοῦ Συνεταιρισμοῦ μέ θέματα: α) Ἔκθεσις τοῦ Διοικητικοῦ Συμβουλίου, β) Ἔγκρισις ἰσολογισμοῦ, γ) Ἐκλογή νέου Συμβουλίου. — [541, 70, 761, 174]
section-banner: Δωρεαί — [1508, 61, 1680, 111]
notice-paragraph: Ὁ ΙΩΑΝΝΗΣ ΜΑΛΤΟΣ τοῦ Ἀγγέλου καί ἡ ΤΕΡΕΖΑ ΚΩΝΣΤΑΝΤΙΝΙΔΟΥ τοῦ Σάββα, κάτοικοι Θεσσαλονίκης. — [776, 578, 1035, 617]
resolution-signature: Ὁ πρόεδρος Ι. ΤΣΑΛΟΥΧΙΔΗΣ — [1518, 999, 1680, 1011]
section-subheading: Συλλυπητήρια — [8, 507, 106, 522]
section-subheading: ΘΕΙΟΝ ΚΗΡΥΓΜΑ — [1050, 351, 1166, 366]
notice-paragraph: Οἱ μαθηταί τῶν τάξεων Ε΄ καί Ε2 τοῦ 7ου Γυμνασίου Θεσσαλονίκης ἐκφράζουν τά θερμά τους συλλυπητήρια πρός τόν συμμαθητή τους γιά τόν θάνατο τοῦ πατέρα του. — [8, 524, 277, 576]
notice-paragraph: Θά λειτουργήσουν καί θά κηρύξουν εἰς τούς ἱερούς ναούς τῆς πόλεως οἱ αἰδεσιμώτατοι ἱερεῖς κατά τό πρόγραμμα τῆς Ἱερᾶς Μητροπόλεως. — [1050, 439, 1261, 490]
cinema-listing: ΟΛΥΜΠΙΟΝ τηλ. 221-709 (Πλατεία Ἀριστοτέλους): «Ἀγάπη χωρίς σύνορα». — [8, 1611, 312, 1637]
notice-paragraph: Ὁ κ. Νικόλαος Γ. Παπαδόπουλος πῆρε τό πτυχίο τῆς Ἰατρικῆς Σχολῆς. Οἱ γονεῖς του τοῦ εὔχονται καλή σταδιοδρομία. — [8, 696, 277, 734]
notice-paragraph: Ἡ δεσποινίς Ἑλένη Δ. Ἀθανασίου ἔλαβε τό πτυχίο τῆς Νομικῆς Σχολῆς τοῦ Πανεπιστημίου Θεσσαλονίκης μέ βαθμόν λίαν καλῶς. Συγχαρητήρια ἀπό τούς γονεῖς καί τά ἀδέλφια της. — [8, 638, 277, 690]
section-subheading: Ἡ Ἐνωσις Ἐλλήνων Κυνηγῶν — [541, 307, 740, 322]
cinema-listing: ΜΕΤΡΟΠΟΛ τηλ. 62-775 (Εὔοσμος): «Οἱ δαίμονες τῆς πόλης». — [323, 1580, 628, 1606]
notice-paragraph: Ἡ δεσποινίς Σοφία Κ. Δημητρίου ἀπέκτησε τό πτυχίο τοῦ Μαθηματικοῦ Τμήματος μέ ἄριστα. Συγχαρητήρια ἀπό τούς γονεῖς της, τόν ἀδελφό της καί τούς συγγενεῖς. — [8, 739, 277, 791]
notice-paragraph: Ἡ διοικοῦσα ἐπιτροπή τοῦ Ὀρφανοτροφείου Θηλέων Θεσσαλονίκης εὐχαριστεῖ θερμότατα τούς δωρητάς: κ. Ἀνδρέαν Κωνσταντινίδην δρχ. 2.000, κ. Μαρίαν Χατζῆ δρχ. 1.000, κ. Δημήτριον Ἰωαννίδην δρχ. 500. — [1050, 693, 1261, 770]
notice-paragraph: Ὁ ΑΝΔΡΕΑΣ ΜΩΡΑΙΤΗΣ τοῦ Κωνσταντίνου καί ἡ ΑΔΡΙΑΝΗ ΠΑΠΑΧΡΗΣΤΟΥ τοῦ Ἰωάννου, κάτοικοι Θεσσαλονίκης. — [776, 623, 1035, 662]
cinema-suburb-listings — [323, 1403, 628, 1740]
cinema-listing: ΚΑΣΤΕΛΛΑΟ τηλ. 511-230 (Ἐπί ἀρχαῖον): «Τό παιδί τῆς ἀγάπης» καί «Ἡ ὡραία τῶν Ἀθηνῶν». — [8, 1426, 312, 1451]
section-banner: Πένθη — [1277, 229, 1493, 278]
column-5 — [1050, 8, 1267, 2169]
section-banner: Κοινωνικά — [8, 13, 276, 62]
notice-paragraph: Σήμερον, Κυριακήν 30ήν Ἀπριλίου, ὁ σεβασμιώτατος Μητροπολίτης Θεσσαλονίκης θά κηρύξει τόν θεῖον λόγον κατά τήν θείαν Λειτουργίαν εἰς τόν ἱερόν ναόν τοῦ Ἁγίου Δημητρίου. — [1050, 368, 1261, 433]
museum-notice-heading: Σπάνιον χειρόγραφον ἐκτίθεται εἰς τό λαογραφικόν μουσεῖον — [1508, 13, 1680, 54]
cinema-subheading: ΣΥΝΕΧΕΙΑ ΕΚ ΤΗΣ 2ΑΣ ΣΕΛ. — [8, 1409, 196, 1423]
cinema-listing: ΒΕΡΟΙΑ — ΚΑΡΡΙΝΗ: «Κόλαση στόν Εἰρηνικό». ΠΑΛΛΑΣ: «Ἡ αἰώνια ἐπιστροφή». — [323, 1660, 628, 1685]
notice-paragraph: Τό ἀπόγευμα θά τελεσθεῖ Μέγας Ἑσπερινός εἰς τόν ἱερόν ναόν τῆς Ἀχειροποιήτου μετά κηρύγματος. — [1050, 495, 1261, 534]
